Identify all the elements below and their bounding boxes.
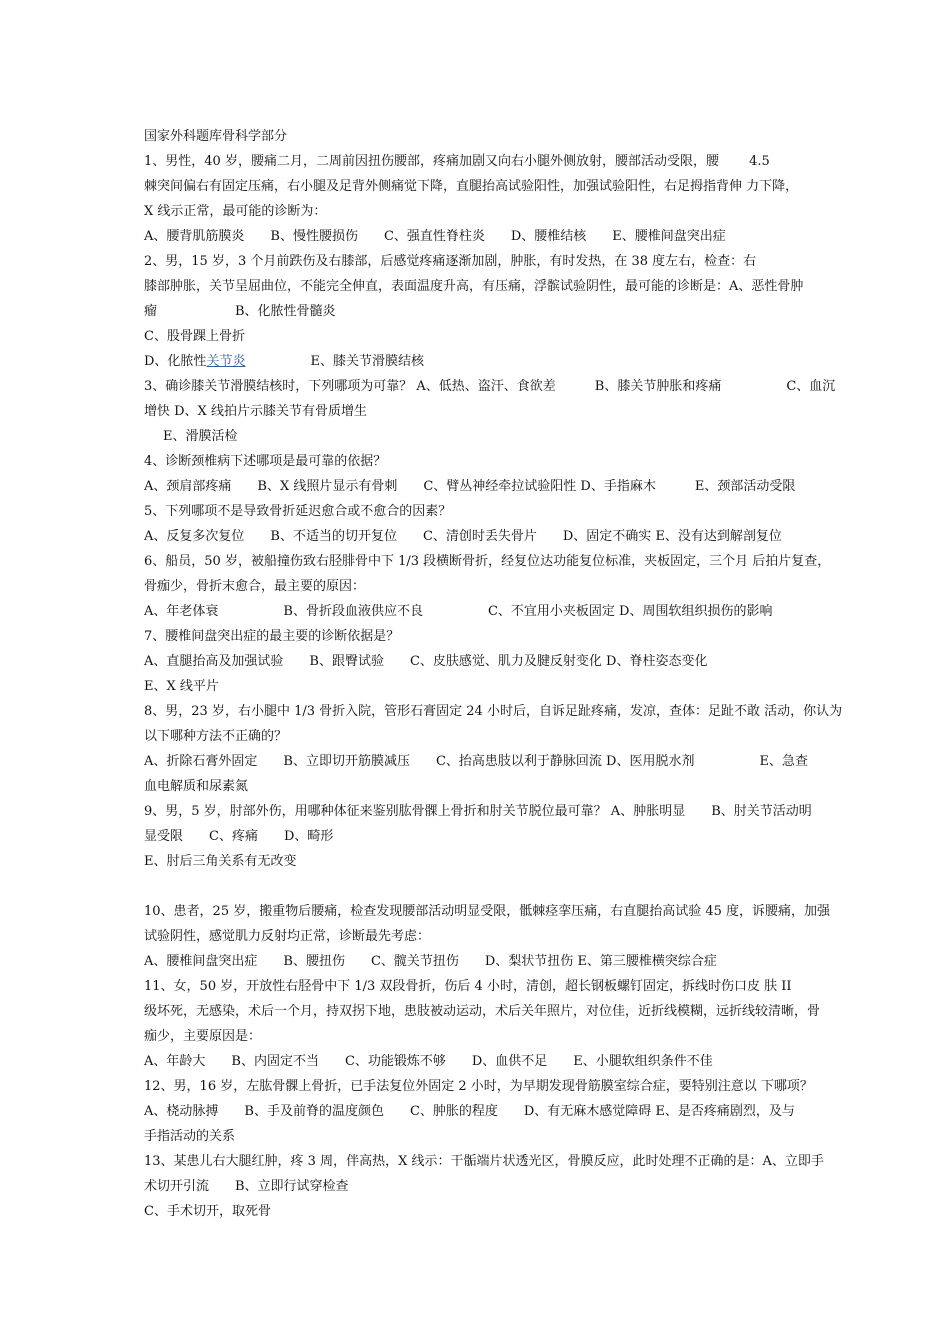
question-6-line-1: 6、船员，50 岁，被船撞伤致右胫腓骨中下 1/3 段横断骨折，经复位达功能复位标准，夹板固定，三个月 后拍片复查， xyxy=(144,554,831,569)
question-13-line-1: 13、某患儿右大腿红肿，疼 3 周，伴高热，X 线示：干骺端片状透光区，骨膜反应，此时处理不正确的是：A、立即手 xyxy=(144,1154,824,1169)
question-8-options: A、折除石膏外固定 B、立即切开筋膜减压 C、抬高患肢以利于静脉回流 D、医用脱水剂 E、急查 xyxy=(144,754,808,769)
question-6-options: A、年老体衰 B、骨折段血液供应不良 C、不宜用小夹板固定 D、周围软组织损伤的影响 xyxy=(144,604,773,619)
question-3-line-1: 3、确诊膝关节滑膜结核时，下列哪项为可靠？ A、低热、盗汗、食欲差 B、膝关节肿胀和疼痛 C、血沉 xyxy=(144,379,836,394)
question-4-options: A、颈肩部疼痛 B、X 线照片显示有骨刺 C、臂丛神经牵拉试验阳性 D、手指麻木 E、颈部活动受限 xyxy=(144,479,796,494)
question-13-line-2: 术切开引流 B、立即行试穿检查 xyxy=(144,1179,349,1194)
question-1-options: A、腰背肌筋膜炎 B、慢性腰损伤 C、强直性脊柱炎 D、腰椎结核 E、腰椎间盘突出症 xyxy=(144,229,726,244)
question-5-stem: 5、下列哪项不是导致骨折延迟愈合或不愈合的因素？ xyxy=(144,504,452,519)
question-7-option-e: E、X 线平片 xyxy=(144,679,219,694)
question-12-options: A、桡动脉搏 B、手及前脊的温度颜色 C、肿胀的程度 D、有无麻木感觉障碍 E、是否疼痛剧烈，及与 xyxy=(144,1104,795,1119)
question-2-line-2: 膝部肿胀，关节呈屈曲位，不能完全伸直，表面温度升高，有压痛，浮髌试验阴性，最可能的诊断是：A、恶性骨肿 xyxy=(144,279,804,294)
question-7-stem: 7、腰椎间盘突出症的最主要的诊断依据是？ xyxy=(144,629,400,644)
question-2-line-1: 2、男，15 岁，3 个月前跌伤及右膝部，后感觉疼痛逐渐加剧，肿胀，有时发热，在 38 度左右，检查：右 xyxy=(144,254,757,269)
question-9-line-1: 9、男，5 岁，肘部外伤，用哪种体征来鉴别肱骨髁上骨折和肘关节脱位最可靠？ A、肿胀明显 B、肘关节活动明 xyxy=(144,804,812,819)
arthritis-link[interactable]: 关节炎 xyxy=(206,354,246,369)
question-9-line-2: 显受限 C、疼痛 D、畸形 xyxy=(144,829,334,844)
option-e-text: E、膝关节滑膜结核 xyxy=(245,354,424,369)
question-10-line-2: 试验阴性，感觉肌力反射均正常，诊断最先考虑： xyxy=(144,929,431,944)
document-title: 国家外科题库骨科学部分 xyxy=(144,129,288,144)
question-3-line-2: 增快 D、X 线拍片示膝关节有骨质增生 xyxy=(144,404,367,419)
question-8-options-cont: 血电解质和尿素氮 xyxy=(144,779,249,794)
question-1-line-3: X 线示正常，最可能的诊断为： xyxy=(144,204,327,219)
question-2-line-3: 瘤 B、化脓性骨髓炎 xyxy=(144,304,336,319)
question-12-stem: 12、男，16 岁，左肱骨髁上骨折，已手法复位外固定 2 小时，为早期发现骨筋膜室综合症，要特别注意以 下哪项？ xyxy=(144,1079,813,1094)
question-6-line-2: 骨痂少，骨折末愈合，最主要的原因： xyxy=(144,579,366,594)
question-3-option-e: E、滑膜活检 xyxy=(163,429,238,444)
question-1-line-2: 棘突间偏右有固定压痛，右小腿及足背外侧痛觉下降，直腿抬高试验阳性，加强试验阳性，右足拇指背伸 力下降， xyxy=(144,179,799,194)
question-11-options: A、年龄大 B、内固定不当 C、功能锻炼不够 D、血供不足 E、小腿软组织条件不佳 xyxy=(144,1054,713,1069)
question-5-options: A、反复多次复位 B、不适当的切开复位 C、清创时丢失骨片 D、固定不确实 E、没有达到解剖复位 xyxy=(144,529,782,544)
question-10-options: A、腰椎间盘突出症 B、腰扭伤 C、髋关节扭伤 D、梨状节扭伤 E、第三腰椎横突综合症 xyxy=(144,954,717,969)
question-10-line-1: 10、患者，25 岁，搬重物后腰痛，检查发现腰部活动明显受限，骶棘痉挛压痛，右直腿抬高试验 45 度，诉腰痛，加强 xyxy=(144,904,831,919)
question-1-line-1: 1、男性，40 岁，腰痛二月，二周前因扭伤腰部，疼痛加剧又向右小腿外侧放射，腰部活动受限，腰 4.5 xyxy=(144,154,770,169)
question-9-option-e: E、肘后三角关系有无改变 xyxy=(144,854,297,869)
question-4-stem: 4、诊断颈椎病下述哪项是最可靠的依据？ xyxy=(144,454,387,469)
question-8-line-2: 以下哪种方法不正确的？ xyxy=(144,729,288,744)
question-2-option-c: C、股骨踝上骨折 xyxy=(144,329,245,344)
option-d-prefix: D、化脓性 xyxy=(144,354,207,369)
question-13-option-c: C、手术切开，取死骨 xyxy=(144,1204,271,1219)
question-11-line-1: 11、女，50 岁，开放性右胫骨中下 1/3 双段骨折，伤后 4 小时，清创，超长钢板螺钉固定，拆线时伤口皮 肤 II xyxy=(144,979,792,994)
question-11-line-3: 痂少，主要原因是： xyxy=(144,1029,262,1044)
question-7-options: A、直腿抬高及加强试验 B、跟臀试验 C、皮肤感觉、肌力及腱反射变化 D、脊柱姿态变化 xyxy=(144,654,708,669)
question-8-line-1: 8、男，23 岁，右小腿中 1/3 骨折入院，管形石膏固定 24 小时后，自诉足趾疼痛，发凉，查体：足趾不敢 活动，你认为 xyxy=(144,704,843,719)
question-12-options-cont: 手指活动的关系 xyxy=(144,1129,236,1144)
question-11-line-2: 级坏死，无感染，术后一个月，持双拐下地，患肢被动运动，术后关年照片，对位佳，近折线模糊，远折线较清晰，骨 xyxy=(144,1004,821,1019)
question-2-options-de xyxy=(144,353,812,371)
